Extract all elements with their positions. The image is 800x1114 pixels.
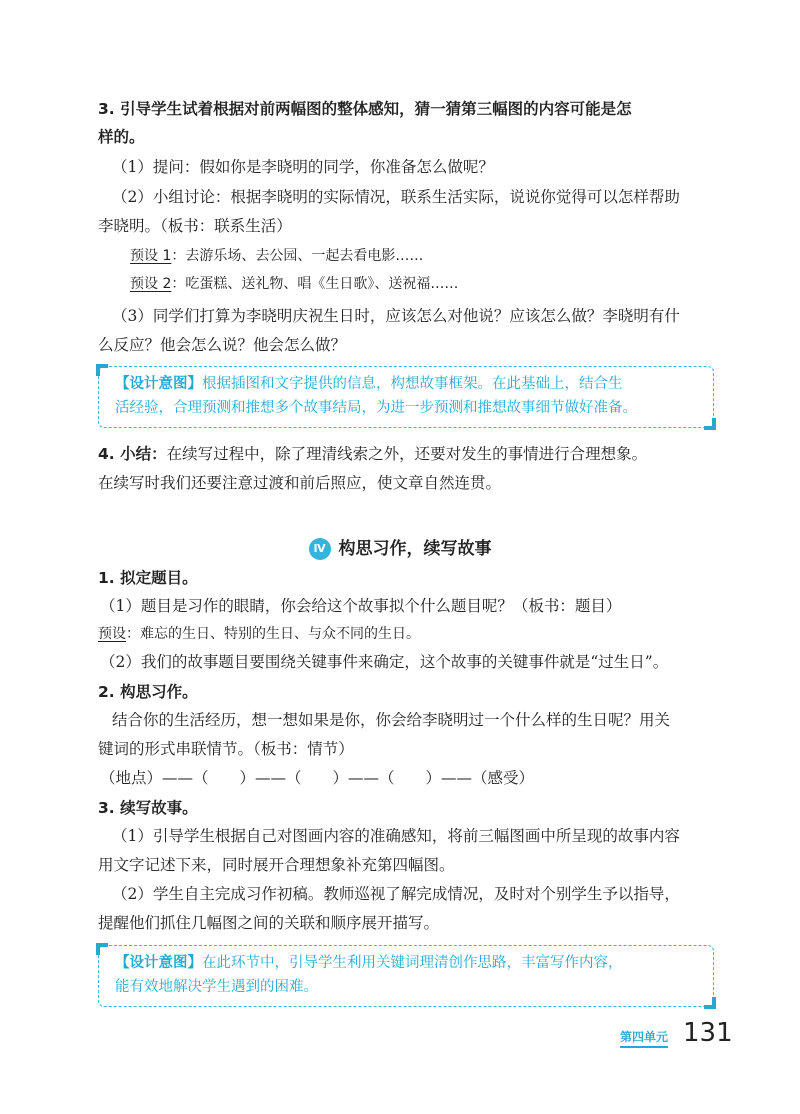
corner-ornament-icon — [96, 943, 108, 955]
preset-1-label: 预设 1 — [130, 248, 172, 264]
question-2-line2: 李晓明。（板书：联系生活） — [98, 217, 292, 235]
corner-ornament-icon — [704, 418, 716, 430]
design-intent-1-label: 【设计意图】 — [115, 376, 202, 392]
step1-preset-label: 预设 — [98, 626, 126, 642]
question-3-line1: （3）同学们打算为李晓明庆祝生日时，应该怎么对他说？应该怎么做？李晓明有什 — [112, 307, 680, 325]
preset-2 — [130, 273, 750, 295]
question-1: （1）提问：假如你是李晓明的同学，你准备怎么做呢？ — [112, 158, 494, 176]
preset-1-text: ：去游乐场、去公园、一起去看电影…… — [171, 248, 424, 264]
preset-2-text: ：吃蛋糕、送礼物、唱《生日歌》、送祝福…… — [171, 276, 459, 292]
plot-chain: （地点）——（ ）——（ ）——（ ）——（感受） — [100, 769, 535, 787]
step3b-q2-line2: 提醒他们抓住几幅图之间的关联和顺序展开描写。 — [98, 914, 440, 932]
step1-question-2: （2）我们的故事题目要围绕关键事件来确定，这个故事的关键事件就是“过生日”。 — [100, 653, 669, 671]
step3b-q2-line1: （2）学生自主完成习作初稿。教师巡视了解完成情况，及时对个别学生予以指导， — [112, 885, 680, 903]
section-heading — [0, 534, 800, 560]
design-intent-2-line1: 【设计意图】在此环节中，引导学生利用关键词理清创作思路，丰富写作内容， — [115, 955, 623, 971]
summary-label: 4. 小结： — [98, 445, 167, 463]
step1-title: 1. 拟定题目。 — [98, 569, 198, 587]
section-title: 构思习作，续写故事 — [338, 539, 492, 559]
step3-title: 3. 引导学生试着根据对前两幅图的整体感知，猜一猜第三幅图的内容可能是怎 — [98, 100, 632, 118]
design-intent-2-label: 【设计意图】 — [115, 955, 202, 971]
summary-line2: 在续写时我们还要注意过渡和前后照应，使文章自然连贯。 — [98, 474, 502, 492]
step1-question-1: （1）题目是习作的眼睛，你会给这个故事拟个什么题目呢？（板书：题目） — [100, 597, 622, 615]
design-intent-box-1 — [98, 366, 714, 428]
step3b-q1-line1: （1）引导学生根据自己对图画内容的准确感知，将前三幅图画中所呈现的故事内容 — [112, 827, 680, 845]
step3b-title: 3. 续写故事。 — [98, 799, 198, 817]
design-intent-1-line2: 活经验，合理预测和推想多个故事结局，为进一步预测和推想故事细节做好准备。 — [115, 400, 637, 416]
preset-1 — [130, 245, 750, 267]
page-number: 131 — [683, 1018, 733, 1048]
step3-title-cont: 样的。 — [98, 128, 145, 146]
design-intent-2-line2: 能有效地解决学生遇到的困难。 — [115, 979, 318, 995]
step2-line1: 结合你的生活经历，想一想如果是你，你会给李晓明过一个什么样的生日呢？用关 — [112, 711, 671, 729]
footer-unit-label: 第四单元 — [620, 1028, 668, 1048]
step2-line2: 键词的形式串联情节。（板书：情节） — [98, 740, 354, 758]
question-2-line1: （2）小组讨论：根据李晓明的实际情况，联系生活实际，说说你觉得可以怎样帮助 — [112, 188, 680, 206]
summary-line1: 4. 小结：在续写过程中，除了理清线索之外，还要对发生的事情进行合理想象。 — [98, 445, 648, 463]
preset-2-label: 预设 2 — [130, 276, 172, 292]
question-3-line2: 么反应？他会怎么说？他会怎么做？ — [98, 336, 347, 354]
step2-title: 2. 构思习作。 — [98, 683, 198, 701]
section-number-badge: Ⅳ — [309, 538, 331, 560]
design-intent-1-line1: 【设计意图】根据插图和文字提供的信息，构想故事框架。在此基础上，结合生 — [115, 376, 623, 392]
corner-ornament-icon — [704, 997, 716, 1009]
step1-preset: 预设：难忘的生日、特别的生日、与众不同的生日。 — [98, 626, 420, 642]
design-intent-box-2 — [98, 945, 714, 1007]
step3b-q1-line2: 用文字记述下来，同时展开合理想象补充第四幅图。 — [98, 856, 455, 874]
corner-ornament-icon — [96, 364, 108, 376]
